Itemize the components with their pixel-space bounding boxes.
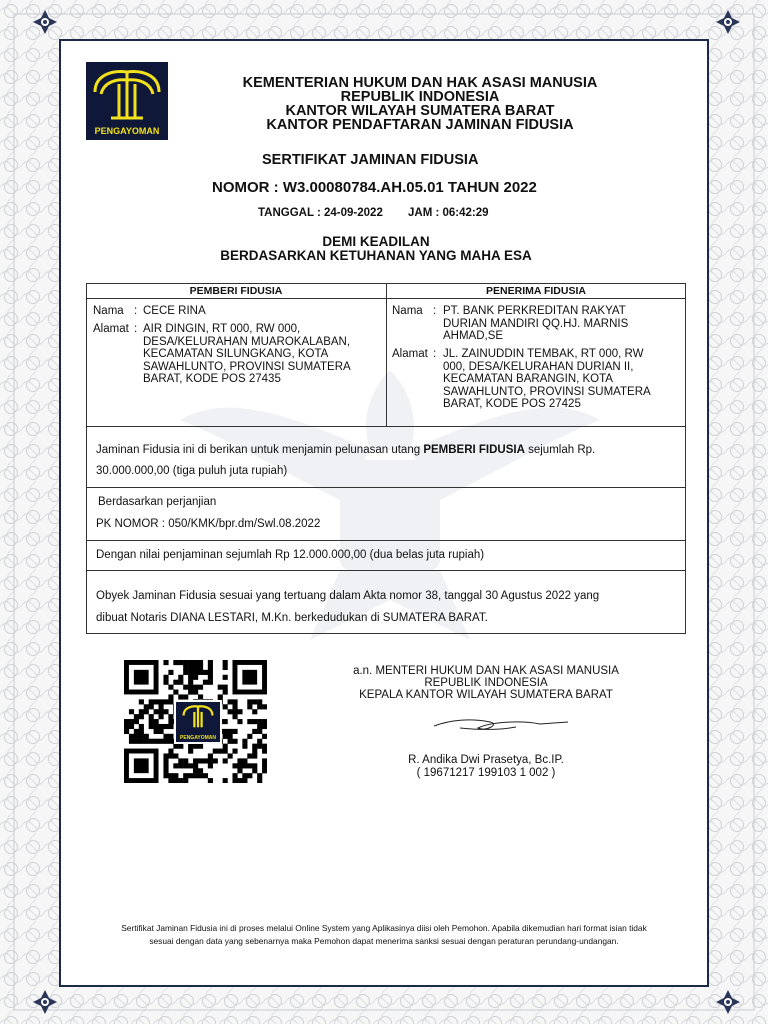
corner-ornament-icon: [31, 8, 59, 36]
handwritten-signature: [430, 714, 572, 736]
giver-name: CECE RINA: [143, 305, 206, 317]
guarantee-line-1: Jaminan Fidusia ini di berikan untuk menjamin pelunasan utang PEMBERI FIDUSIA sejumlah Rp.: [96, 444, 596, 456]
pengayoman-tree-icon: [176, 702, 220, 730]
pengayoman-logo: [86, 62, 168, 140]
regional-office-title: KANTOR WILAYAH SUMATERA BARAT: [285, 103, 555, 119]
receiver-name: PT. BANK PERKREDITAN RAKYAT DURIAN MANDIRI QQ.HJ. MARNIS AHMAD,SE: [443, 305, 629, 342]
giver-name-label: Nama: [93, 305, 124, 317]
agreement-line-1: Berdasarkan perjanjian: [98, 496, 217, 508]
guarantee-line-2: 30.000.000,00 (tiga puluh juta rupiah): [96, 465, 288, 477]
giver-address-colon: :: [134, 323, 138, 335]
registration-office-title: KANTOR PENDAFTARAN JAMINAN FIDUSIA: [266, 117, 574, 133]
republic-title: REPUBLIK INDONESIA: [340, 89, 500, 105]
receiver-name-label: Nama: [392, 305, 423, 317]
guarantee-box: [86, 426, 686, 488]
signature-line-2: REPUBLIK INDONESIA: [424, 677, 548, 689]
receiver-name-colon: :: [433, 305, 437, 317]
parties-table-column-divider: [386, 283, 387, 427]
agreement-number: PK NOMOR : 050/KMK/bpr.dm/Swl.08.2022: [96, 518, 321, 530]
motto-line-2: BERDASARKAN KETUHANAN YANG MAHA ESA: [220, 248, 532, 263]
giver-address-label: Alamat: [93, 323, 129, 335]
object-box: [86, 570, 686, 634]
corner-ornament-icon: [31, 988, 59, 1016]
receiver-address-colon: :: [433, 348, 437, 360]
official-name: R. Andika Dwi Prasetya, Bc.IP.: [408, 754, 564, 766]
certificate-time: JAM : 06:42:29: [408, 207, 489, 219]
qr-logo-text: PENGAYOMAN: [180, 735, 216, 741]
motto-line-1: DEMI KEADILAN: [322, 234, 430, 249]
guarantee-value: Dengan nilai penjaminan sejumlah Rp 12.000.000,00 (dua belas juta rupiah): [96, 549, 485, 561]
official-nip: ( 19671217 199103 1 002 ): [416, 767, 556, 779]
receiver-address: JL. ZAINUDDIN TEMBAK, RT 000, RW 000, DESA/KELURAHAN DURIAN II, KECAMATAN BARANGIN, KOTA SAWAHLUNTO, PROVINSI SUMATERA BARAT, KODE POS 27425: [443, 348, 651, 410]
giver-column-header: PEMBERI FIDUSIA: [189, 285, 283, 297]
certificate-date: TANGGAL : 24-09-2022: [258, 207, 383, 219]
giver-address: AIR DINGIN, RT 000, RW 000, DESA/KELURAHAN MUAROKALABAN, KECAMATAN SILUNGKANG, KOTA SAWAHLUNTO, PROVINSI SUMATERA BARAT, KODE POS 27435: [143, 323, 351, 385]
certificate-number: NOMOR : W3.00080784.AH.05.01 TAHUN 2022: [212, 179, 537, 196]
ministry-title: KEMENTERIAN HUKUM DAN HAK ASASI MANUSIA: [242, 75, 598, 91]
logo-text: PENGAYOMAN: [94, 126, 160, 136]
giver-name-colon: :: [134, 305, 138, 317]
pengayoman-tree-icon: [86, 62, 168, 124]
signature-line-3: KEPALA KANTOR WILAYAH SUMATERA BARAT: [359, 689, 613, 701]
corner-ornament-icon: [714, 988, 742, 1016]
certificate-title: SERTIFIKAT JAMINAN FIDUSIA: [262, 152, 479, 168]
qr-center-logo: [174, 700, 222, 744]
receiver-address-label: Alamat: [392, 348, 428, 360]
footer-note-line-2: sesuai dengan data yang sebenarnya maka Pemohon dapat menerima sanksi sesuai dengan peraturan perundang-undangan.: [149, 936, 619, 946]
footer-note-line-1: Sertifikat Jaminan Fidusia ini di proses melalui Online System yang Aplikasinya diisi oleh Pemohon. Apabila dikemudian hari format isian tidak: [121, 923, 647, 933]
signature-line-1: a.n. MENTERI HUKUM DAN HAK ASASI MANUSIA: [353, 665, 619, 677]
object-line-2: dibuat Notaris DIANA LESTARI, M.Kn. berkedudukan di SUMATERA BARAT.: [96, 612, 488, 624]
corner-ornament-icon: [714, 8, 742, 36]
receiver-column-header: PENERIMA FIDUSIA: [486, 285, 586, 297]
object-line-1: Obyek Jaminan Fidusia sesuai yang tertuang dalam Akta nomor 38, tanggal 30 Agustus 2022 yang: [96, 590, 600, 602]
